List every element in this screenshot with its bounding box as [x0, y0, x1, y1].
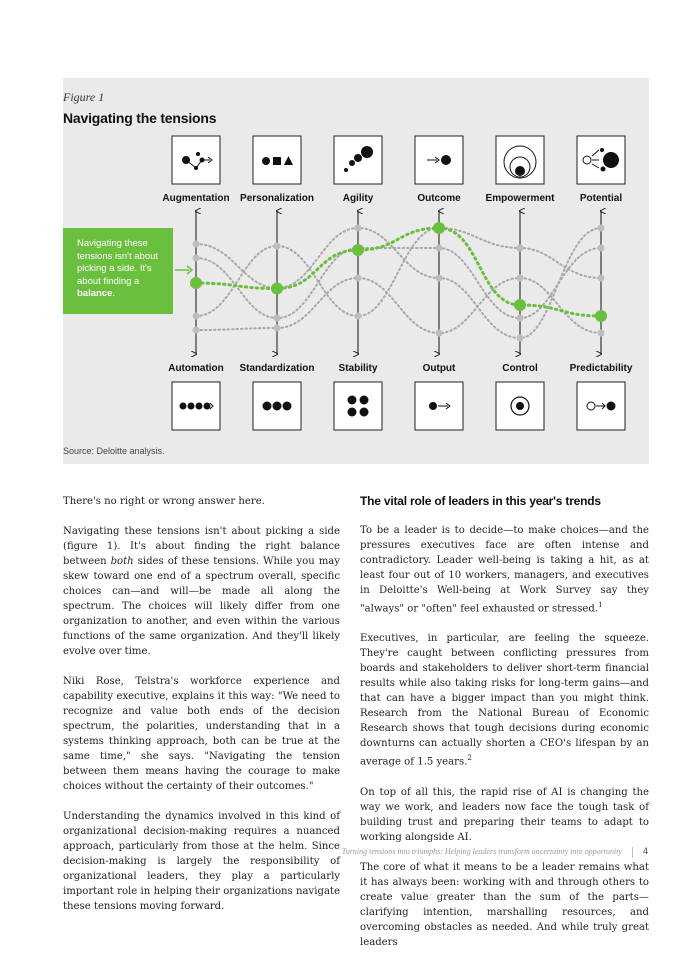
- footer-title: Turning tensions into triumphs: Helping leaders transform uncertainty into opportunity: [341, 847, 622, 856]
- control-icon: [496, 382, 544, 430]
- figure-panel: [63, 78, 649, 464]
- right-paragraph-3: On top of all this, the rapid rise of AI is changing the way we work, and leaders now face the tough task of building trust and preparing their teams to adapt to working alongside AI.: [360, 786, 649, 843]
- right-paragraph-2: [360, 631, 649, 769]
- top-labels: [162, 193, 622, 204]
- balance-point-4: [514, 299, 526, 311]
- top-label-agility: Agility: [342, 193, 374, 204]
- right-column: [360, 494, 649, 965]
- right-p1-text: To be a leader is to decide—to make choices—and the pressures executives face are often intense and contradictory. Leader well-being is taking a hit, as at least four out of 10 workers, managers, and executives in Deloitte's Well-being at Work Survey say they "always" or "often" feel exhausted or stressed.: [360, 525, 649, 615]
- right-paragraph-1: [360, 523, 649, 616]
- top-icons: [172, 136, 625, 184]
- left-p2-emphasis: both: [110, 556, 134, 567]
- balance-point-5: [595, 310, 607, 322]
- potential-icon: [577, 136, 625, 184]
- section-title: The vital role of leaders in this year's trends: [360, 494, 601, 508]
- footer-divider: [632, 847, 633, 858]
- page-footer: [342, 846, 648, 858]
- footnote-ref-2[interactable]: 2: [467, 754, 472, 763]
- alternative-dots: [193, 225, 605, 342]
- right-paragraph-4: The core of what it means to be a leader remains what it has always been: working with and through others to create value greater than the sum of the parts—clarifying intention, marshalling resources, and overcoming obstacles as needed. And while truly great leaders: [360, 861, 649, 948]
- footnote-ref-1[interactable]: 1: [598, 601, 603, 609]
- balance-point-2: [352, 244, 364, 256]
- callout-text: Navigating these tensions isn't about picking a side. It's about finding a: [77, 238, 159, 287]
- bottom-icons: [172, 382, 625, 430]
- callout-end: .: [112, 288, 116, 299]
- agility-icon: [334, 136, 382, 184]
- personalization-icon: [253, 136, 301, 184]
- figure-title: Navigating the tensions: [63, 110, 217, 126]
- bottom-label-stability: Stability: [338, 363, 378, 374]
- left-paragraph-4: Understanding the dynamics involved in this kind of organizational decision-making requires a nuanced approach, particularly from those at the helm. Since decision-making is largely the responsibility of organizational leaders, they play a particularly important role in helping their organizations navigate these tensions moving forward.: [63, 811, 340, 912]
- figure-label: Figure 1: [63, 90, 105, 104]
- bottom-label-standardization: Standardization: [239, 363, 315, 374]
- bottom-labels: [168, 363, 633, 374]
- left-paragraph-3: Niki Rose, Telstra's workforce experience and capability executive, explains it this way: "We need to recognize and value both ends of the decision spectrum, the polarities, understanding that in a systems thinking approach, both can be true at the same time," she says. "Navigating the tension between them means having the courage to make choices without the certainty of their outcomes.": [63, 676, 340, 792]
- balance-point-3: [433, 222, 445, 234]
- balance-callout: [63, 228, 173, 314]
- empowerment-icon: [496, 136, 544, 184]
- stability-icon: [334, 382, 382, 430]
- balance-point-0: [190, 277, 202, 289]
- right-p2-text: Executives, in particular, are feeling the squeeze. They're caught between conflicting pressures from boards and stakeholders to deliver short-term financial results while also taking risks for long-term gains—and that can have a bigger impact than you might think. Research from the National Bureau of Economic Research shows that tough decisions during economic downturns can actually shorten a CEO's lifespan by an average of 1.5 years.: [360, 633, 649, 768]
- left-paragraph-2: [63, 524, 340, 659]
- standardization-icon: [253, 382, 301, 430]
- bottom-label-control: Control: [502, 363, 538, 374]
- bottom-label-output: Output: [422, 363, 456, 374]
- augmentation-icon: [172, 136, 220, 184]
- bottom-label-automation: Automation: [168, 363, 224, 374]
- predictability-icon: [577, 382, 625, 430]
- bottom-label-predictability: Predictability: [569, 363, 633, 374]
- output-icon: [415, 382, 463, 430]
- page-number: 4: [642, 846, 648, 856]
- top-label-augmentation: Augmentation: [162, 193, 230, 204]
- automation-icon: [172, 382, 220, 430]
- top-label-outcome: Outcome: [417, 193, 461, 204]
- callout-bold: balance: [77, 288, 113, 299]
- outcome-icon: [415, 136, 463, 184]
- top-label-personalization: Personalization: [240, 193, 314, 204]
- top-label-potential: Potential: [579, 193, 623, 204]
- figure-source: Source: Deloitte analysis.: [63, 446, 165, 456]
- balance-point-1: [271, 283, 283, 295]
- top-label-empowerment: Empowerment: [485, 193, 555, 204]
- left-paragraph-1: There's no right or wrong answer here.: [63, 496, 265, 507]
- left-p2-part-a: Navigating these tensions isn't about picking a side (figure 1). It's about finding the right balance between: [63, 526, 340, 567]
- left-p2-part-b: sides of these tensions. While you may skew toward one end of a spectrum overall, specific choices can—and will—be made all along the spectrum. The choices will likely differ from one organization to another, and even within the various functions of the same organization. And they'll likely evolve over time.: [63, 556, 340, 657]
- alternative-paths: [196, 228, 601, 338]
- left-column: [63, 494, 340, 929]
